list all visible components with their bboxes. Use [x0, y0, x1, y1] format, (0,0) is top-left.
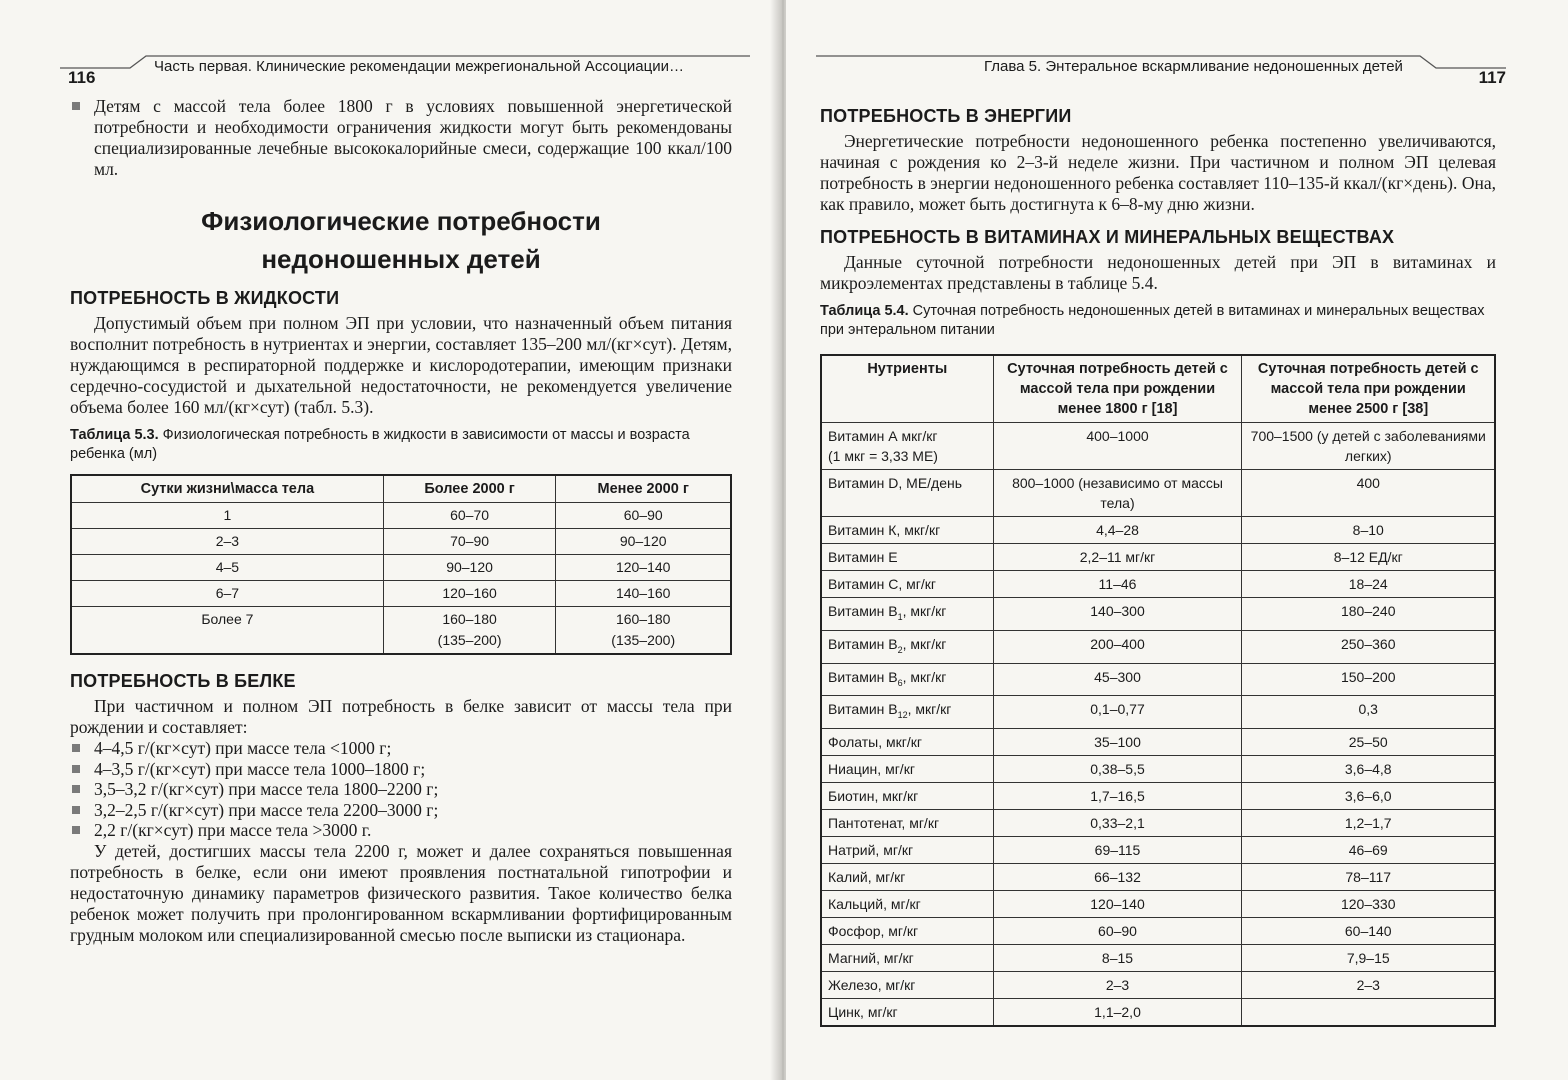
cell-line: (135–200) [437, 632, 502, 648]
table-cell: 90–120 [556, 529, 731, 555]
section-title-line-2: недоношенных детей [261, 244, 541, 274]
nutrient-cell [821, 571, 993, 598]
list-item: 4–4,5 г/(кг×сут) при массе тела <1000 г; [70, 738, 732, 759]
nutrient-subscript: 1 [897, 611, 903, 622]
running-title: Часть первая. Клинические рекомендации межрегиональной Ассоциации… [154, 58, 684, 75]
table-cell: 90–120 [383, 555, 556, 581]
nutrient-cell [821, 783, 993, 810]
table-header-row [821, 355, 1495, 423]
value-cell: 1,7–16,5 [993, 783, 1242, 810]
table-row [821, 864, 1495, 891]
value-cell: 0,33–2,1 [993, 810, 1242, 837]
nutrient-note: (1 мкг = 3,33 МЕ) [828, 448, 938, 464]
table-header-row [71, 475, 731, 503]
value-cell: 800–1000 (независимо от массы тела) [993, 470, 1242, 517]
nutrient-cell [821, 810, 993, 837]
nutrient-unit: , мкг/кг [902, 635, 947, 652]
value-cell: 1,1–2,0 [993, 999, 1242, 1027]
nutrient-unit: , мкг/кг [902, 668, 947, 685]
cell-line: 160–180 [615, 611, 671, 627]
right-content [820, 98, 1496, 1027]
table-row [821, 891, 1495, 918]
nutrient-cell [821, 663, 993, 696]
value-cell: 3,6–6,0 [1242, 783, 1495, 810]
section-title-line-1: Физиологические потребности [201, 206, 601, 236]
value-cell: 2–3 [1242, 972, 1495, 999]
nutrient-cell [821, 696, 993, 729]
table-row [821, 423, 1495, 470]
energy-paragraph: Энергетические потребности недоношенного ребенка постепенно увеличиваются, начиная с рождения ко 2–3-й неделе жизни. При частичном и полном ЭП целевая потребность в энергии недоношенного ребенка составляет 110–135-й ккал/(кг×день). Она, как правило, может быть достигнута к 6–8-му дню жизни. [820, 131, 1496, 214]
nutrient-name: Витамин А мкг/кг [828, 428, 938, 444]
nutrient-cell [821, 864, 993, 891]
value-cell: 35–100 [993, 729, 1242, 756]
table2-caption-text: Суточная потребность недоношенных детей в витаминах и минеральных веществах при энтеральном питании [820, 303, 1485, 338]
nutrient-cell [821, 918, 993, 945]
value-cell: 120–330 [1242, 891, 1495, 918]
table1-caption-label: Таблица 5.3. [70, 427, 159, 443]
nutrient-name: Биотин, мкг/кг [828, 788, 919, 805]
table-row [821, 810, 1495, 837]
table-row [821, 517, 1495, 544]
vitamins-table-body [821, 423, 1495, 1027]
table-cell [383, 607, 556, 655]
table-cell: 60–70 [383, 503, 556, 529]
nutrient-cell [821, 891, 993, 918]
value-cell: 4,4–28 [993, 517, 1242, 544]
page-number: 116 [68, 68, 96, 87]
nutrient-name: Фолаты, мкг/кг [828, 734, 923, 751]
value-cell: 140–300 [993, 598, 1242, 631]
section-title [70, 202, 732, 278]
table-header-cell: Менее 2000 г [556, 475, 731, 503]
nutrient-cell [821, 945, 993, 972]
nutrient-cell [821, 999, 993, 1027]
energy-heading: ПОТРЕБНОСТЬ В ЭНЕРГИИ [820, 106, 1072, 126]
table-row [821, 630, 1495, 663]
table-cell: 6–7 [71, 581, 383, 607]
right-page [786, 0, 1568, 1080]
value-cell: 46–69 [1242, 837, 1495, 864]
table-header-cell: Нутриенты [821, 355, 993, 423]
table-cell: 1 [71, 503, 383, 529]
nutrient-unit: , мкг/кг [907, 701, 952, 718]
fluid-paragraph: Допустимый объем при полном ЭП при условии, что назначенный объем питания восполнит потребность в нутриентах и энергии, составляет 135–200 мл/(кг×сут). Детям, нуждающимся в респираторной поддержке и кислородотерапии, имеющим признаки сердечно-сосудистой и дыхательной недостаточности, не рекомендуется увеличение объема более 160 мл/(кг×сут) (табл. 5.3). [70, 313, 732, 417]
value-cell: 250–360 [1242, 630, 1495, 663]
value-cell: 0,38–5,5 [993, 756, 1242, 783]
value-cell: 45–300 [993, 663, 1242, 696]
nutrient-name: Витамин В [828, 635, 898, 652]
nutrient-cell [821, 837, 993, 864]
value-cell: 0,1–0,77 [993, 696, 1242, 729]
value-cell: 66–132 [993, 864, 1242, 891]
nutrient-name: Витамин В [828, 701, 898, 718]
table-row [821, 918, 1495, 945]
nutrient-name: Железо, мг/кг [828, 977, 916, 994]
nutrient-name: Магний, мг/кг [828, 950, 914, 967]
table2-caption-label: Таблица 5.4. [820, 303, 909, 319]
value-cell: 2,2–11 мг/кг [993, 544, 1242, 571]
table-row [821, 945, 1495, 972]
left-page [0, 0, 780, 1080]
nutrient-cell [821, 544, 993, 571]
value-cell: 7,9–15 [1242, 945, 1495, 972]
value-cell: 18–24 [1242, 571, 1495, 598]
table-row [71, 607, 731, 655]
left-content [70, 96, 732, 946]
list-item: 3,5–3,2 г/(кг×сут) при массе тела 1800–2200 г; [70, 779, 732, 800]
value-cell: 8–10 [1242, 517, 1495, 544]
nutrient-name: Витамин С, мг/кг [828, 576, 937, 592]
table-header-cell: Суточная потребность детей с массой тела при рождении менее 1800 г [18] [993, 355, 1242, 423]
value-cell: 3,6–4,8 [1242, 756, 1495, 783]
nutrient-name: Витамин Е [828, 549, 898, 565]
value-cell: 60–90 [993, 918, 1242, 945]
list-item: 4–3,5 г/(кг×сут) при массе тела 1000–1800 г; [70, 759, 732, 780]
value-cell: 2–3 [993, 972, 1242, 999]
nutrient-subscript: 6 [897, 677, 903, 688]
nutrient-unit: , мкг/кг [902, 603, 947, 619]
table-row [821, 756, 1495, 783]
running-title: Глава 5. Энтеральное вскармливание недоношенных детей [984, 58, 1403, 75]
value-cell: 11–46 [993, 571, 1242, 598]
value-cell: 69–115 [993, 837, 1242, 864]
nutrient-name: Витамин К, мкг/кг [828, 522, 941, 538]
protein-heading: ПОТРЕБНОСТЬ В БЕЛКЕ [70, 671, 296, 691]
table-row [821, 598, 1495, 631]
table-header-cell: Суточная потребность детей с массой тела при рождении менее 2500 г [38] [1242, 355, 1495, 423]
table-row [71, 555, 731, 581]
value-cell: 200–400 [993, 630, 1242, 663]
page-number: 117 [1478, 68, 1506, 87]
nutrient-cell [821, 470, 993, 517]
nutrient-name: Калий, мг/кг [828, 869, 906, 886]
nutrient-name: Витамин D, МЕ/день [828, 475, 963, 491]
table-row [821, 571, 1495, 598]
table2-caption [820, 302, 1496, 340]
nutrient-name: Витамин В [828, 603, 898, 619]
table-row [821, 783, 1495, 810]
nutrient-cell [821, 517, 993, 544]
nutrient-name: Витамин В [828, 668, 898, 685]
value-cell: 120–140 [993, 891, 1242, 918]
table-row [71, 529, 731, 555]
table-cell: 70–90 [383, 529, 556, 555]
table-cell: 140–160 [556, 581, 731, 607]
table-header-cell: Более 2000 г [383, 475, 556, 503]
table-row [821, 663, 1495, 696]
table-row [821, 972, 1495, 999]
table-row [821, 470, 1495, 517]
value-cell: 8–12 ЕД/кг [1242, 544, 1495, 571]
value-cell: 700–1500 (у детей с заболеваниями легких) [1242, 423, 1495, 470]
table1-caption-text: Физиологическая потребность в жидкости в зависимости от массы и возраста ребенка (мл) [70, 427, 690, 462]
table-header-cell: Сутки жизни\масса тела [71, 475, 383, 503]
table-row [821, 696, 1495, 729]
nutrient-cell [821, 598, 993, 631]
table-cell: 60–90 [556, 503, 731, 529]
value-cell: 78–117 [1242, 864, 1495, 891]
table-row [71, 581, 731, 607]
value-cell: 1,2–1,7 [1242, 810, 1495, 837]
nutrient-cell [821, 756, 993, 783]
table1-caption [70, 426, 732, 464]
nutrient-cell [821, 630, 993, 663]
vitamins-heading: ПОТРЕБНОСТЬ В ВИТАМИНАХ И МИНЕРАЛЬНЫХ ВЕЩЕСТВАХ [820, 227, 1395, 247]
table-row [821, 999, 1495, 1027]
table-cell: 2–3 [71, 529, 383, 555]
nutrient-cell [821, 423, 993, 470]
list-item: 3,2–2,5 г/(кг×сут) при массе тела 2200–3000 г; [70, 800, 732, 821]
nutrient-subscript: 12 [897, 710, 908, 721]
nutrient-cell [821, 729, 993, 756]
table-cell [556, 607, 731, 655]
value-cell: 180–240 [1242, 598, 1495, 631]
vitamins-paragraph: Данные суточной потребности недоношенных детей при ЭП в витаминах и микроэлементах представлены в таблице 5.4. [820, 252, 1496, 293]
table-row [821, 544, 1495, 571]
value-cell: 150–200 [1242, 663, 1495, 696]
nutrient-cell [821, 972, 993, 999]
table-cell: 4–5 [71, 555, 383, 581]
vitamins-table [820, 354, 1496, 1027]
protein-bullet-list [70, 738, 732, 841]
table-row [821, 837, 1495, 864]
protein-intro: При частичном и полном ЭП потребность в белке зависит от массы тела при рождении и составляет: [70, 696, 732, 737]
value-cell: 60–140 [1242, 918, 1495, 945]
nutrient-name: Фосфор, мг/кг [828, 923, 919, 940]
nutrient-name: Кальций, мг/кг [828, 896, 921, 913]
table-cell: Более 7 [71, 607, 383, 655]
intro-bullet-list [70, 96, 732, 180]
nutrient-name: Цинк, мг/кг [828, 1004, 898, 1021]
fluid-table [70, 474, 732, 655]
table-cell: 120–160 [383, 581, 556, 607]
fluid-heading: ПОТРЕБНОСТЬ В ЖИДКОСТИ [70, 288, 340, 308]
table-row [71, 503, 731, 529]
table-row [821, 729, 1495, 756]
table-cell: 120–140 [556, 555, 731, 581]
protein-paragraph: У детей, достигших массы тела 2200 г, может и далее сохраняться повышенная потребность в белке, если они имеют проявления постнатальной гипотрофии и недостаточную динамику параметров физического развития. Такое количество белка ребенок может получить при пролонгированном вскармливании фортифицированным грудным молоком или специализированной смесью после выписки из стационара. [70, 840, 732, 945]
nutrient-name: Ниацин, мг/кг [828, 761, 915, 778]
right-running-header [816, 48, 1506, 88]
cell-line: 160–180 [442, 611, 497, 627]
nutrient-subscript: 2 [897, 644, 903, 655]
left-running-header [60, 48, 750, 88]
nutrient-name: Пантотенат, мг/кг [828, 815, 940, 832]
value-cell [1242, 999, 1495, 1027]
nutrient-name: Натрий, мг/кг [828, 842, 914, 859]
cell-line: (135–200) [611, 632, 676, 648]
value-cell: 25–50 [1242, 729, 1495, 756]
intro-bullet: Детям с массой тела более 1800 г в условиях повышенной энергетической потребности и необходимости ограничения жидкости могут быть рекомендованы специализированные лечебные высококалорийные смеси, содержащие 100 ккал/100 мл. [70, 96, 732, 180]
value-cell: 0,3 [1242, 696, 1495, 729]
value-cell: 8–15 [993, 945, 1242, 972]
list-item: 2,2 г/(кг×сут) при массе тела >3000 г. [70, 820, 732, 841]
value-cell: 400–1000 [993, 423, 1242, 470]
value-cell: 400 [1242, 470, 1495, 517]
